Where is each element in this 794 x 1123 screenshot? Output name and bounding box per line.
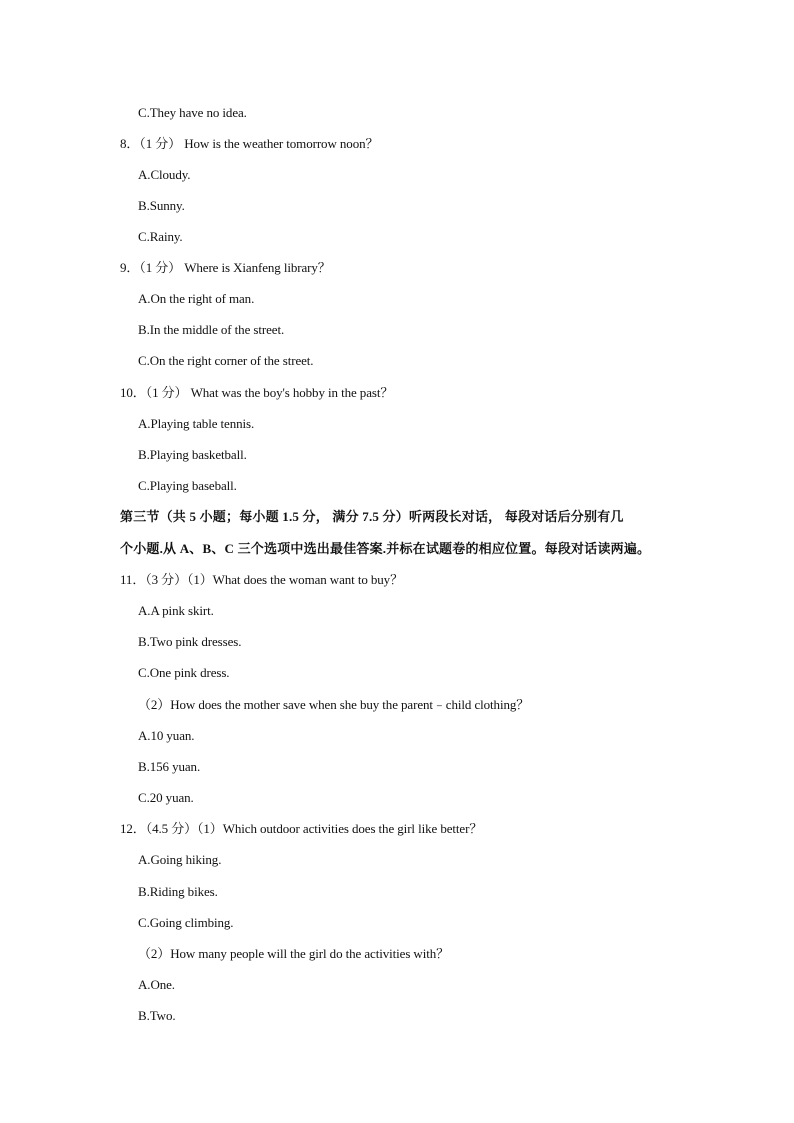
q12-1-option-b: B.Riding bikes. <box>138 884 218 899</box>
q9-option-a: A.On the right of man. <box>138 291 255 306</box>
q8-option-c: C.Rainy. <box>138 229 183 244</box>
q11-1-option-a: A.A pink skirt. <box>138 603 214 618</box>
q11-2-option-c: C.20 yuan. <box>138 790 194 805</box>
question-12-part-1: 12．（4.5 分）（1）Which outdoor activities does the girl like better？ <box>120 821 483 836</box>
question-12-part-2: （2）How many people will the girl do the activities with？ <box>138 946 450 961</box>
question-8: 8．（1 分） How is the weather tomorrow noon？ <box>120 136 379 151</box>
section-3-instructions-line-2: 个小题.从 A、B、C 三个选项中选出最佳答案.并标在试题卷的相应位置。每段对话读两遍。 <box>120 541 651 556</box>
question-11-part-2: （2）How does the mother save when she buy the parent﹣child clothing？ <box>138 697 530 712</box>
q12-1-option-a: A.Going hiking. <box>138 852 222 867</box>
q10-option-a: A.Playing table tennis. <box>138 416 255 431</box>
q11-2-option-a: A.10 yuan. <box>138 728 195 743</box>
q9-option-b: B.In the middle of the street. <box>138 322 285 337</box>
q12-2-option-b: B.Two. <box>138 1008 176 1023</box>
q8-option-a: A.Cloudy. <box>138 167 191 182</box>
q11-1-option-c: C.One pink dress. <box>138 665 230 680</box>
q10-option-b: B.Playing basketball. <box>138 447 247 462</box>
section-3-instructions-line-1: 第三节（共 5 小题；每小题 1.5 分， 满分 7.5 分）听两段长对话， 每段对话后分别有几 <box>120 509 624 524</box>
q12-2-option-a: A.One. <box>138 977 175 992</box>
q8-option-b: B.Sunny. <box>138 198 185 213</box>
q11-2-option-b: B.156 yuan. <box>138 759 201 774</box>
q11-1-option-b: B.Two pink dresses. <box>138 634 242 649</box>
question-11-part-1: 11．（3 分）（1）What does the woman want to buy？ <box>120 572 403 587</box>
q7-option-c: C.They have no idea. <box>138 105 247 120</box>
question-9: 9．（1 分） Where is Xianfeng library？ <box>120 260 331 275</box>
q9-option-c: C.On the right corner of the street. <box>138 353 314 368</box>
q12-1-option-c: C.Going climbing. <box>138 915 234 930</box>
question-10: 10．（1 分） What was the boy's hobby in the past？ <box>120 385 394 400</box>
q10-option-c: C.Playing baseball. <box>138 478 237 493</box>
